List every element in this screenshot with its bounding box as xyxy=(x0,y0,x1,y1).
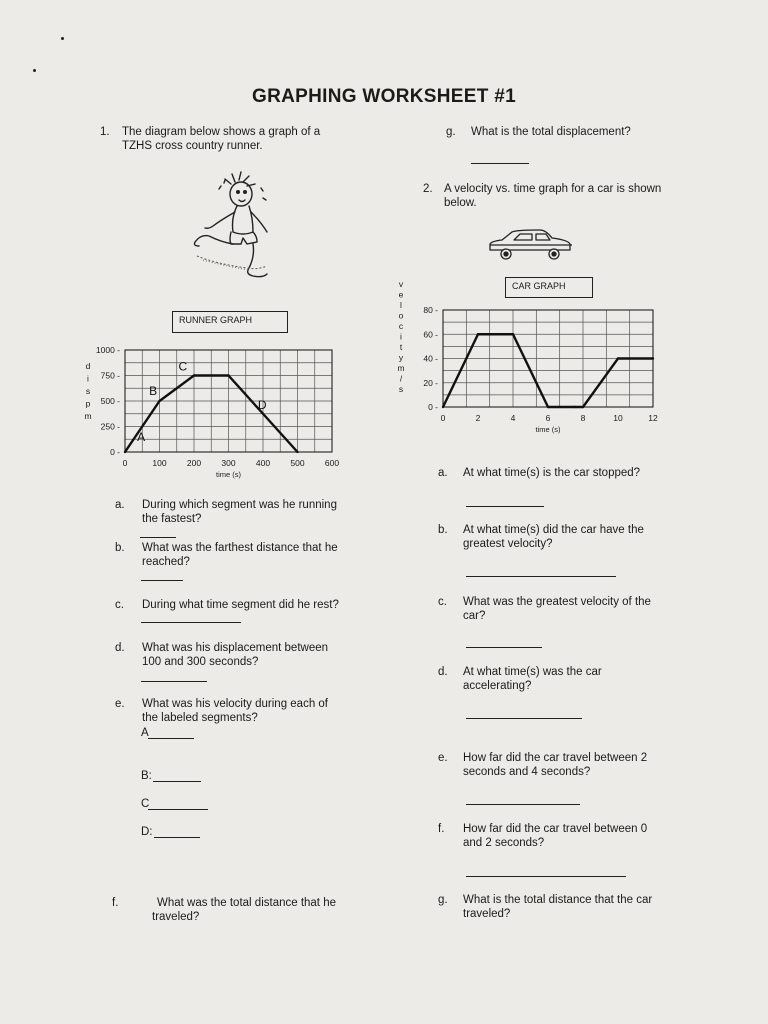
velocity-label: B: xyxy=(141,770,152,782)
y-axis-label: m xyxy=(397,363,405,373)
q2-question-text-cont: accelerating? xyxy=(463,680,532,692)
y-tick-label: 80 - xyxy=(423,305,438,315)
segment-label: A xyxy=(137,429,146,444)
q2-question-letter: a. xyxy=(438,467,448,479)
velocity-label: A xyxy=(141,727,149,739)
y-axis-label: / xyxy=(399,373,403,384)
q2-question-text: How far did the car travel between 0 xyxy=(463,823,648,835)
data-point xyxy=(296,451,298,453)
y-axis-label: l xyxy=(400,300,402,310)
data-point xyxy=(442,406,444,408)
q1-question-letter: e. xyxy=(115,698,125,710)
data-point xyxy=(582,406,584,408)
answer-blank[interactable] xyxy=(466,506,544,507)
y-axis-label: d xyxy=(85,361,91,371)
speck xyxy=(61,37,64,40)
q2-question-text-cont: and 2 seconds? xyxy=(463,837,545,849)
x-tick-label: 2 xyxy=(475,413,481,423)
y-axis-label: o xyxy=(398,310,404,321)
car-illustration xyxy=(486,228,576,264)
q2-question-text: What was the greatest velocity of the xyxy=(463,596,651,608)
q1-question-text-cont: reached? xyxy=(142,556,190,568)
x-tick-label: 0 xyxy=(122,458,128,468)
answer-blank[interactable] xyxy=(466,718,582,719)
data-point xyxy=(158,400,160,402)
x-tick-label: 4 xyxy=(510,413,516,423)
y-axis-label: y xyxy=(398,352,404,363)
answer-blank[interactable] xyxy=(141,681,207,682)
y-tick-label: 40 - xyxy=(423,353,438,364)
q2-question-text-cont: seconds and 4 seconds? xyxy=(463,766,591,778)
q2-question-letter: e. xyxy=(438,752,448,764)
q1-question-text: What was his displacement between xyxy=(142,642,329,654)
answer-blank[interactable] xyxy=(141,580,183,581)
data-point xyxy=(573,406,575,408)
q1-question-text-cont: 100 and 300 seconds? xyxy=(142,656,259,668)
q2-question-text: At what time(s) was the car xyxy=(463,666,602,678)
q2-number: 2. xyxy=(423,183,433,195)
y-axis-label: m xyxy=(84,411,92,421)
data-point xyxy=(652,357,654,359)
answer-blank[interactable] xyxy=(148,738,194,739)
q2-question-text-cont: car? xyxy=(463,610,486,622)
runner-illustration xyxy=(175,170,285,290)
y-tick-label: 500 - xyxy=(100,396,120,406)
answer-blank[interactable] xyxy=(154,837,200,838)
y-tick-label: 0 - xyxy=(110,447,120,457)
x-axis-label: time (s) xyxy=(216,470,241,479)
y-tick-label: 1000 - xyxy=(95,345,120,355)
answer-blank[interactable] xyxy=(153,781,201,782)
q2-question-letter: c. xyxy=(438,596,447,608)
y-tick-label: 0 - xyxy=(428,402,438,412)
x-tick-label: 8 xyxy=(580,413,586,423)
runner-chart xyxy=(80,340,350,485)
q1-prompt-line2: TZHS cross country runner. xyxy=(122,140,263,152)
runner-graph-label: RUNNER GRAPH xyxy=(172,311,288,333)
x-tick-label: 12 xyxy=(648,413,658,423)
data-point xyxy=(617,357,619,359)
velocity-label: C xyxy=(141,798,150,810)
y-axis-label: i xyxy=(87,373,89,384)
q1-question-text: What was the farthest distance that he xyxy=(142,542,338,554)
data-point xyxy=(193,374,195,376)
y-tick-label: 250 - xyxy=(100,421,120,432)
y-tick-label: 60 - xyxy=(423,329,438,340)
y-axis-label: e xyxy=(398,289,404,300)
x-tick-label: 300 xyxy=(221,458,236,468)
x-tick-label: 10 xyxy=(613,413,623,423)
y-axis-label: v xyxy=(398,280,404,289)
q1-question-text: During what time segment did he rest? xyxy=(142,599,339,611)
y-axis-label: t xyxy=(399,342,403,352)
velocity-label: D: xyxy=(141,826,153,838)
q1-question-letter: c. xyxy=(115,599,124,611)
segment-label: D xyxy=(257,398,267,413)
q1-question-letter: a. xyxy=(115,499,125,511)
q1-question-text: What was the total distance that he xyxy=(157,897,336,909)
y-axis-label: c xyxy=(398,321,404,331)
q2-question-letter: d. xyxy=(438,666,448,678)
x-tick-label: 600 xyxy=(324,458,340,468)
x-tick-label: 500 xyxy=(290,458,305,468)
page-title: GRAPHING WORKSHEET #1 xyxy=(252,86,516,107)
q1-question-text: During which segment was he running xyxy=(142,499,337,511)
answer-blank[interactable] xyxy=(141,622,241,623)
q1-number: 1. xyxy=(100,126,110,138)
answer-blank[interactable] xyxy=(466,647,542,648)
q1-question-letter: b. xyxy=(115,542,125,554)
q2-prompt-line1: A velocity vs. time graph for a car is shown xyxy=(444,183,662,195)
x-tick-label: 100 xyxy=(152,458,167,468)
q2-question-text-cont: greatest velocity? xyxy=(463,538,553,550)
q1-prompt-line1: The diagram below shows a graph of a xyxy=(122,126,321,138)
segment-label: B xyxy=(149,383,158,398)
y-axis-label: s xyxy=(85,386,91,396)
answer-blank[interactable] xyxy=(466,576,616,577)
data-point xyxy=(477,333,479,335)
y-tick-label: 750 - xyxy=(100,370,120,381)
segment-label: C xyxy=(178,359,188,374)
data-point xyxy=(547,406,549,408)
answer-blank[interactable] xyxy=(466,804,580,805)
q2-question-letter: b. xyxy=(438,524,448,536)
q1-question-text: What was his velocity during each of xyxy=(142,698,329,710)
q2-question-text-cont: traveled? xyxy=(463,908,511,920)
q1-question-text-cont: traveled? xyxy=(152,911,200,923)
speck xyxy=(33,69,36,72)
y-axis-label: p xyxy=(85,398,91,409)
q2-question-text: At what time(s) did the car have the xyxy=(463,524,644,536)
q2-question-letter: g. xyxy=(438,894,448,906)
q2-question-letter: f. xyxy=(438,823,445,835)
data-point xyxy=(227,374,229,376)
y-tick-label: 20 - xyxy=(423,377,438,388)
data-point xyxy=(124,451,126,453)
x-tick-label: 200 xyxy=(186,458,202,468)
q2-prompt-line2: below. xyxy=(444,197,477,209)
x-tick-label: 400 xyxy=(255,458,271,468)
car-graph-label: CAR GRAPH xyxy=(505,277,593,298)
data-point xyxy=(512,333,514,335)
y-axis-label: s xyxy=(398,384,404,394)
q1-question-letter: f. xyxy=(112,897,119,909)
answer-blank[interactable] xyxy=(140,537,176,538)
q1g-letter: g. xyxy=(446,126,456,138)
x-tick-label: 0 xyxy=(440,413,446,423)
x-axis-label: time (s) xyxy=(535,425,561,434)
q1-question-text-cont: the fastest? xyxy=(142,513,202,525)
car-chart xyxy=(395,280,670,450)
answer-blank[interactable] xyxy=(466,876,626,877)
data-point xyxy=(262,413,264,415)
q1g-prompt: What is the total displacement? xyxy=(471,126,631,138)
q2-question-text: How far did the car travel between 2 xyxy=(463,752,648,764)
x-tick-label: 6 xyxy=(545,413,551,423)
q1-question-letter: d. xyxy=(115,642,125,654)
answer-blank[interactable] xyxy=(471,163,529,164)
q2-question-text: What is the total distance that the car xyxy=(463,894,653,906)
q2-question-text: At what time(s) is the car stopped? xyxy=(463,467,641,479)
y-axis-label: i xyxy=(400,331,402,342)
answer-blank[interactable] xyxy=(148,809,208,810)
q1-question-text-cont: the labeled segments? xyxy=(142,712,258,724)
